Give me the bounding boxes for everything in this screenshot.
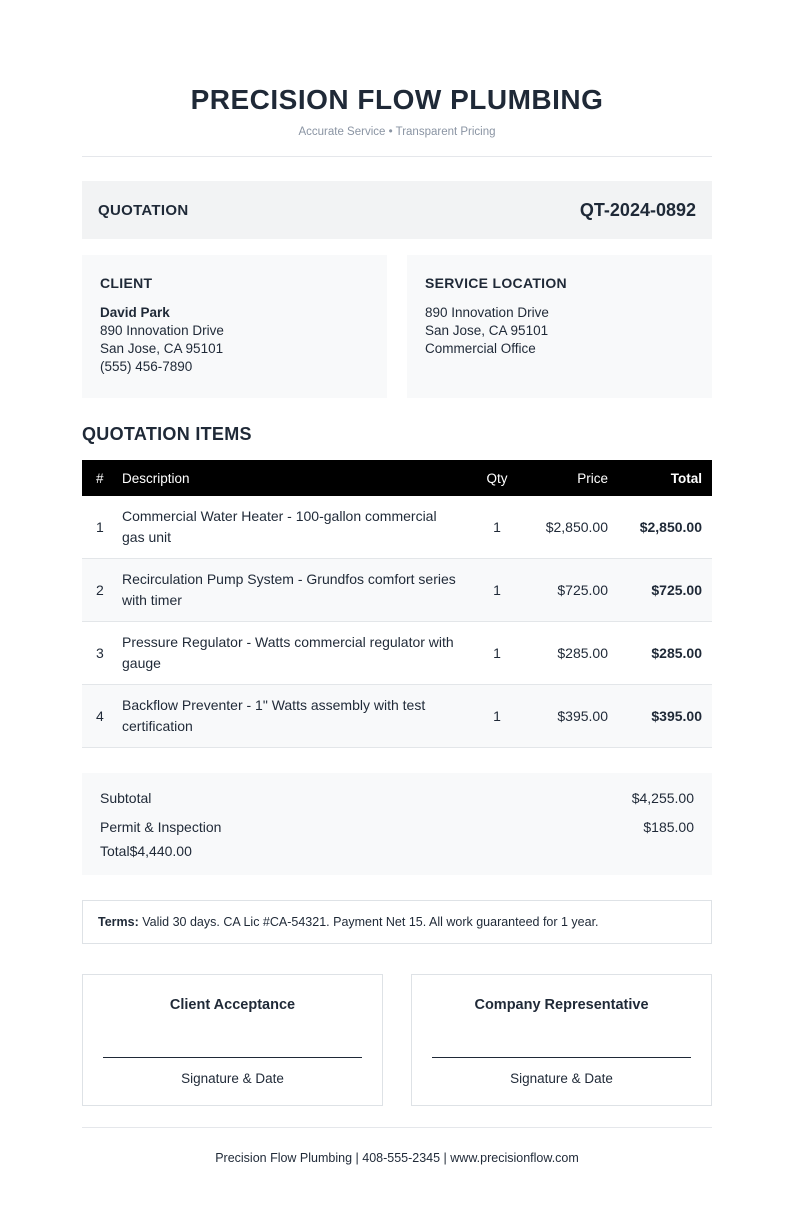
col-header-num: # [96,470,104,486]
table-row [82,559,712,622]
items-section-title: QUOTATION ITEMS [82,424,252,445]
client-address-line1: 890 Innovation Drive [100,323,224,339]
table-row [82,496,712,559]
row-total: $2,850.00 [639,519,702,536]
items-table [82,460,712,748]
subtotal-label: Subtotal [100,790,152,807]
signature-caption: Signature & Date [510,1071,613,1087]
client-box-title: CLIENT [100,275,153,292]
quotation-bar [82,181,712,239]
total-row [100,843,694,859]
service-address-line1: 890 Innovation Drive [425,305,549,321]
client-address-line2: San Jose, CA 95101 [100,341,224,357]
company-name: PRECISION FLOW PLUMBING [190,84,604,115]
client-name: David Park [100,305,170,321]
terms-label: Terms: [98,915,139,930]
table-row [82,622,712,685]
row-total: $395.00 [651,708,702,725]
total-value: $4,440.00 [129,843,192,860]
row-qty: 1 [493,519,501,536]
service-property-type: Commercial Office [425,341,536,357]
client-acceptance-box [82,974,383,1106]
row-qty: 1 [493,708,501,725]
signature-line [103,1057,362,1058]
total-label: Total [100,843,130,860]
company-tagline: Accurate Service • Transparent Pricing [298,126,496,139]
row-price: $2,850.00 [545,519,608,536]
row-total: $285.00 [651,645,702,662]
signature-section [82,974,712,1106]
client-box [82,255,387,398]
terms-box [82,900,712,944]
footer-contact-info: Precision Flow Plumbing | 408-555-2345 | www.precisionflow.com [215,1151,579,1166]
row-price: $285.00 [557,645,608,662]
table-row [82,685,712,748]
row-number: 4 [96,708,104,725]
col-header-price: Price [577,470,608,486]
company-representative-box [411,974,712,1106]
row-price: $725.00 [557,582,608,599]
permit-inspection-row [100,819,694,835]
row-number: 1 [96,519,104,536]
client-phone: (555) 456-7890 [100,359,193,375]
header-divider [82,156,712,157]
row-description: Recirculation Pump System - Grundfos comfort series with timer [122,571,456,609]
signature-caption: Signature & Date [181,1071,284,1087]
row-description: Backflow Preventer - 1" Watts assembly with test certification [122,697,426,735]
quotation-document [82,0,712,1225]
client-service-section [82,255,712,398]
row-price: $395.00 [557,708,608,725]
service-location-title: SERVICE LOCATION [425,275,567,292]
col-header-qty: Qty [486,470,508,486]
subtotal-value: $4,255.00 [631,790,694,807]
permit-inspection-label: Permit & Inspection [100,819,222,836]
row-number: 2 [96,582,104,599]
service-address-line2: San Jose, CA 95101 [425,323,549,339]
row-total: $725.00 [651,582,702,599]
terms-text: Valid 30 days. CA Lic #CA-54321. Payment Net 15. All work guaranteed for 1 year. [142,915,599,930]
signature-line [432,1057,691,1058]
col-header-total: Total [670,470,702,486]
row-qty: 1 [493,582,501,599]
row-number: 3 [96,645,104,662]
signature-box-title: Client Acceptance [169,997,296,1014]
signature-box-title: Company Representative [474,997,649,1014]
subtotal-row [100,790,694,806]
row-description: Commercial Water Heater - 100-gallon commercial gas unit [122,508,437,546]
footer-divider [82,1127,712,1128]
permit-inspection-value: $185.00 [643,819,694,836]
col-header-description: Description [122,470,190,486]
totals-box [82,773,712,875]
items-table-header [82,460,712,496]
row-qty: 1 [493,645,501,662]
quotation-number: QT-2024-0892 [579,199,696,220]
service-location-box [407,255,712,398]
row-description: Pressure Regulator - Watts commercial regulator with gauge [122,634,454,672]
quotation-label: QUOTATION [98,201,189,219]
